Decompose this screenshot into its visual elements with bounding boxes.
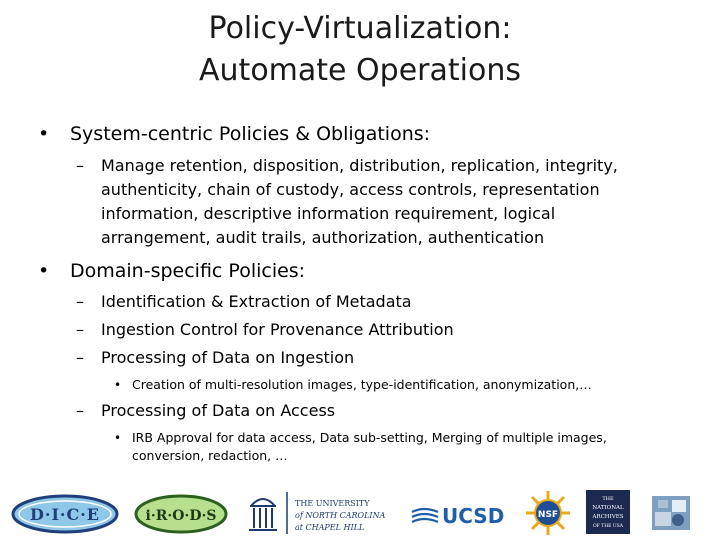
dice-logo-text: D·I·C·E [30, 505, 100, 524]
nsf-logo-text: NSF [537, 510, 559, 520]
dash-marker: – [76, 156, 84, 175]
dice-logo [10, 493, 120, 535]
unc-text-line-1: THE UNIVERSITY [295, 499, 370, 508]
bullet-marker: • [38, 260, 50, 282]
unc-text-line-2: of NORTH CAROLINA [295, 511, 386, 520]
access-detail-line: IRB Approval for data access, Data sub-setting, Merging of multiple images, [132, 430, 607, 445]
dash-marker: – [76, 292, 84, 311]
archives-text-line-1: THE [602, 496, 614, 502]
project-photo-image [652, 496, 690, 530]
section2-item: Processing of Data on Access [101, 401, 336, 420]
dash-marker: – [76, 348, 84, 367]
title-line-1: Policy-Virtualization: [208, 11, 512, 46]
unc-logo [245, 488, 405, 538]
archives-text-line-2: NATIONAL [592, 505, 624, 511]
section2-item: Ingestion Control for Provenance Attribution [101, 320, 454, 339]
sub-bullet-marker: • [114, 378, 122, 392]
access-detail-line: conversion, redaction, … [132, 448, 288, 463]
dash-marker: – [76, 401, 84, 420]
sub-bullet-marker: • [114, 431, 122, 445]
title-line-2: Automate Operations [199, 53, 521, 88]
unc-text-line-3: at CHAPEL HILL [295, 523, 365, 532]
section1-item-line: arrangement, audit trails, authorization, authentication [101, 228, 545, 247]
archives-text-line-4: OF THE USA [592, 524, 624, 529]
section1-item-line: information, descriptive information requirement, logical [101, 204, 556, 223]
irods-logo-text: i·R·O·D·S [145, 508, 217, 524]
ucsd-logo-text: UCSD [442, 504, 505, 528]
section2-item: Processing of Data on Ingestion [101, 348, 355, 367]
section1-heading: System-centric Policies & Obligations: [70, 123, 431, 145]
section1-item-line: authenticity, chain of custody, access controls, representation [101, 180, 600, 199]
national-archives-logo [586, 490, 630, 534]
irods-logo [133, 493, 229, 535]
slide-title [0, 8, 720, 92]
bullet-marker: • [38, 123, 50, 145]
ucsd-logo [410, 498, 505, 532]
nsf-logo [525, 490, 571, 536]
dash-marker: – [76, 320, 84, 339]
section2-heading: Domain-specific Policies: [70, 260, 306, 282]
section2-item: Identification & Extraction of Metadata [101, 292, 412, 311]
section1-item-line: Manage retention, disposition, distribution, replication, integrity, [101, 156, 618, 175]
ingestion-detail: Creation of multi-resolution images, type-identification, anonymization,… [132, 377, 592, 392]
archives-text-line-3: ARCHIVES [592, 514, 624, 520]
